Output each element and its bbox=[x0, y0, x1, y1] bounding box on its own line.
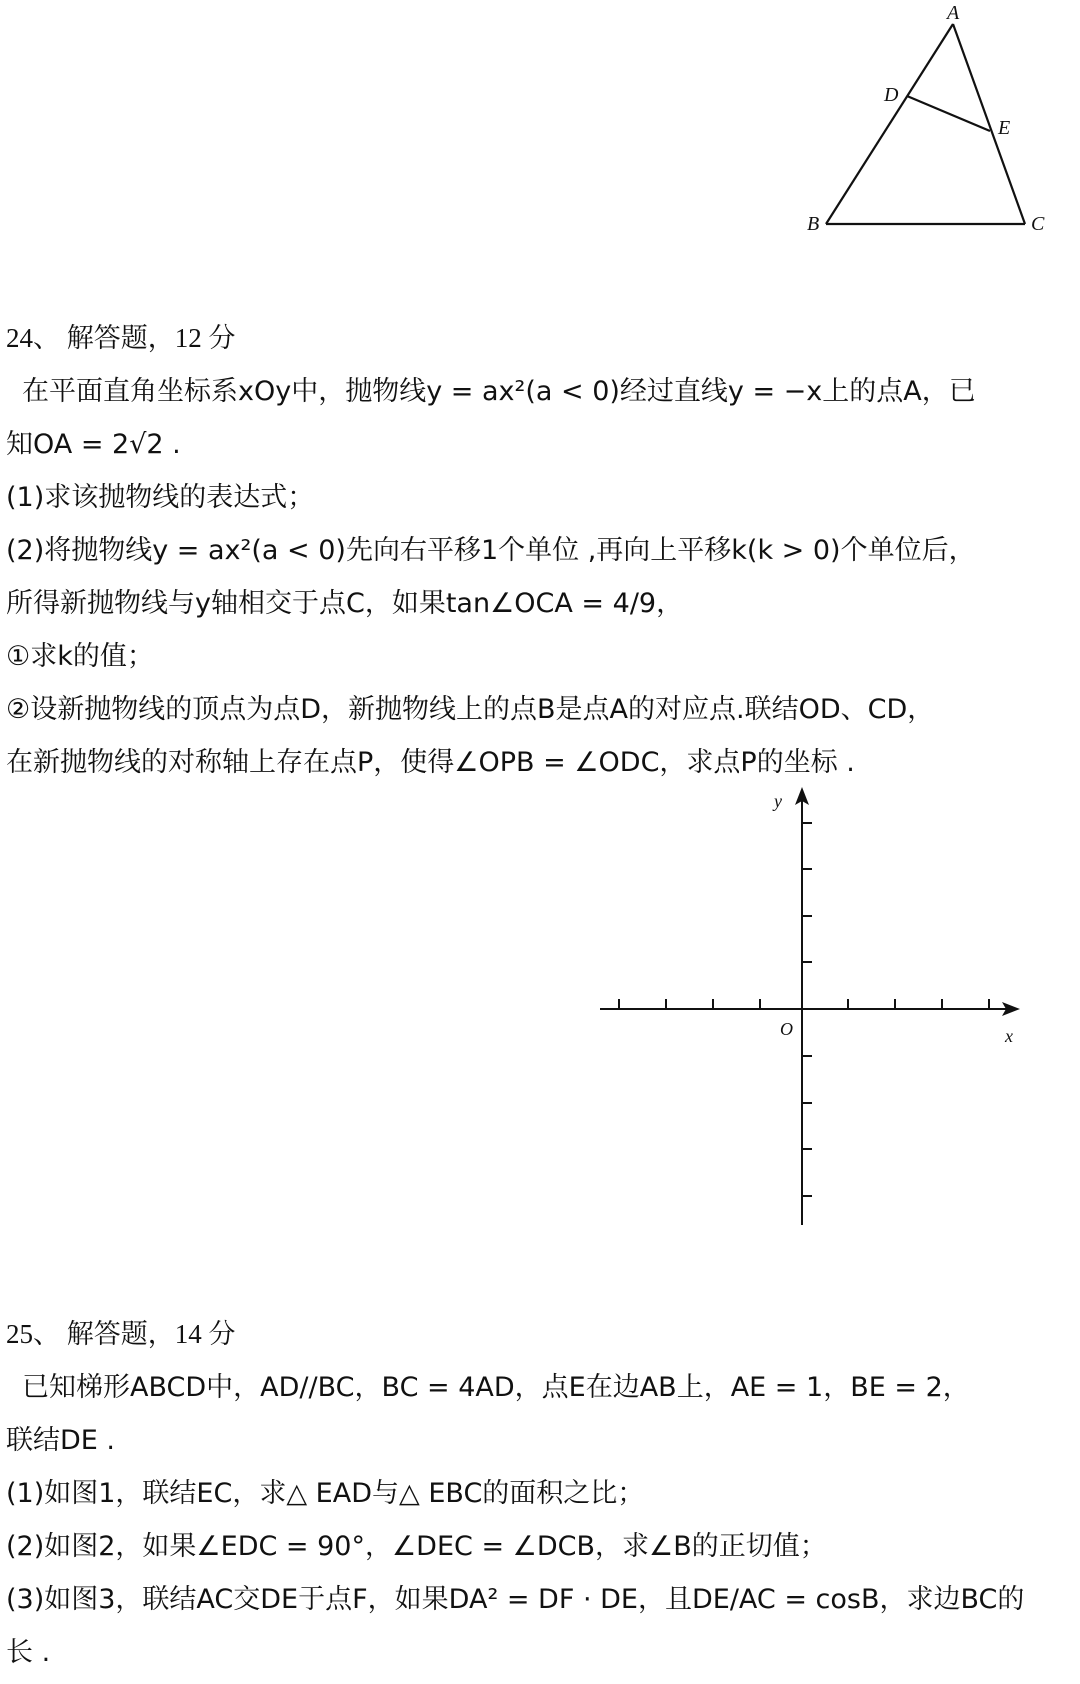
label-D: D bbox=[884, 84, 899, 106]
segment-AC bbox=[953, 24, 1025, 224]
axes-svg bbox=[590, 785, 1030, 1240]
q24-line: 知OA = 2√2 . bbox=[6, 429, 181, 460]
q24-line: ②设新抛物线的顶点为点D，新抛物线上的点B是点A的对应点.联结OD、CD， bbox=[6, 694, 935, 725]
q25-line: (3)如图3，联结AC交DE于点F，如果DA² = DF · DE，且DE/AC = cosB，求边BC的 bbox=[6, 1584, 1025, 1615]
triangle-figure bbox=[790, 0, 1080, 245]
axes-figure bbox=[590, 785, 1030, 1240]
question-25 bbox=[6, 1308, 1074, 1679]
y-axis-label: y bbox=[774, 791, 782, 811]
triangle-svg bbox=[790, 0, 1080, 245]
label-A: A bbox=[947, 2, 960, 24]
q25-line: 长 . bbox=[6, 1637, 51, 1668]
question-24 bbox=[6, 312, 1074, 789]
x-ticks bbox=[619, 999, 989, 1009]
q25-line: (1)如图1，联结EC，求△ EAD与△ EBC的面积之比； bbox=[6, 1478, 645, 1509]
segment-DE bbox=[907, 96, 990, 131]
q25-line: (2)如图2，如果∠EDC = 90°，∠DEC = ∠DCB，求∠B的正切值； bbox=[6, 1531, 827, 1562]
q24-line: 所得新抛物线与y轴相交于点C，如果tan∠OCA = 4/9， bbox=[6, 588, 684, 619]
q25-line: 已知梯形ABCD中，AD//BC，BC = 4AD，点E在边AB上，AE = 1，BE = 2， bbox=[22, 1372, 970, 1403]
q25-line: 联结DE . bbox=[6, 1425, 116, 1456]
q24-line: 在平面直角坐标系xOy中，抛物线y = ax²(a < 0)经过直线y = −x上的点A，已 bbox=[22, 376, 976, 407]
label-B: B bbox=[807, 213, 820, 235]
q24-line: ①求k的值； bbox=[6, 641, 154, 672]
segment-AB bbox=[826, 24, 953, 224]
q25-header: 25、 解答题，14 分 bbox=[6, 1319, 236, 1349]
q24-line: 在新抛物线的对称轴上存在点P，使得∠OPB = ∠ODC，求点P的坐标 . bbox=[6, 747, 855, 778]
x-axis-label: x bbox=[1005, 1026, 1013, 1046]
q24-header: 24、 解答题，12 分 bbox=[6, 323, 236, 353]
q24-line: (2)将抛物线y = ax²(a < 0)先向右平移1个单位 ,再向上平移k(k > 0)个单位后， bbox=[6, 535, 976, 566]
q24-line: (1)求该抛物线的表达式； bbox=[6, 482, 315, 513]
label-C: C bbox=[1031, 213, 1045, 235]
label-E: E bbox=[998, 117, 1011, 139]
origin-label: O bbox=[780, 1019, 793, 1039]
